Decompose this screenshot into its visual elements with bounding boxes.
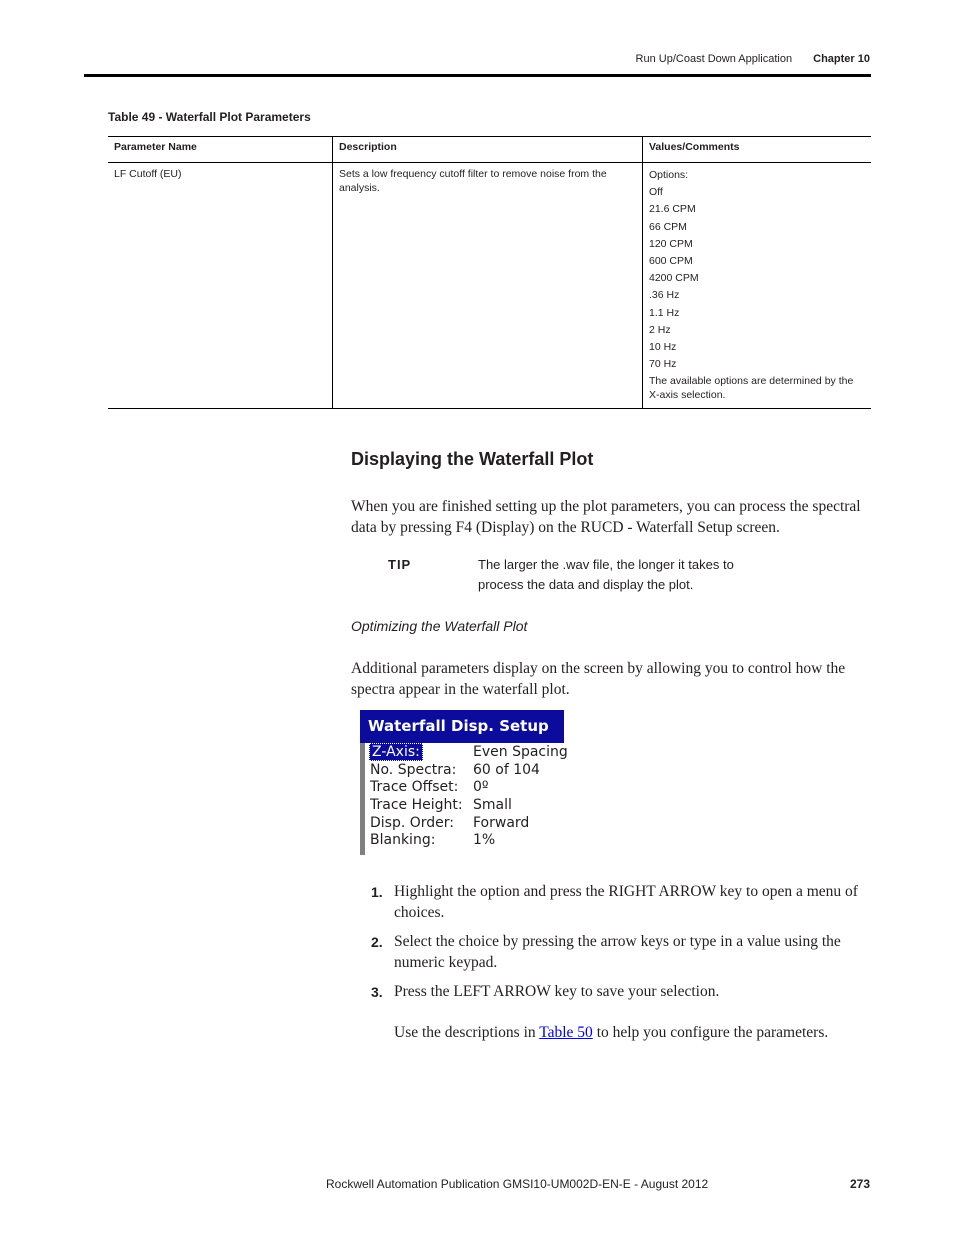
step-text: Select the choice by pressing the arrow keys or type in a value using the numeric keypad.	[394, 933, 841, 971]
parameters-table	[108, 136, 871, 409]
step-text: Highlight the option and press the RIGHT ARROW key to open a menu of choices.	[394, 883, 858, 921]
option-value: 600 CPM	[649, 255, 693, 268]
page-number: 273	[849, 1177, 870, 1191]
closing-paragraph	[394, 1023, 874, 1044]
setting-row	[370, 815, 568, 833]
table-header-row	[108, 137, 871, 163]
column-header: Description	[333, 137, 643, 163]
table-50-link[interactable]: Table 50	[539, 1024, 593, 1041]
publication-info: Rockwell Automation Publication GMSI10-UM002D-EN-E - August 2012	[326, 1177, 709, 1191]
options-note: The available options are determined by the X-axis selection.	[649, 375, 854, 402]
option-value: 1.1 Hz	[649, 306, 680, 319]
setting-row	[370, 832, 568, 850]
closing-text-after: to help you configure the parameters.	[592, 1024, 829, 1041]
setting-value: 0º	[473, 779, 489, 796]
intro-paragraph: When you are finished setting up the plot parameters, you can process the spectral data by pressing F4 (Display) on the RUCD - Waterfall Setup screen.	[351, 498, 861, 536]
column-header: Parameter Name	[108, 137, 333, 163]
section-heading: Displaying the Waterfall Plot	[351, 449, 594, 469]
option-value: 66 CPM	[649, 220, 687, 233]
values-cell	[643, 163, 872, 409]
setting-label: Trace Height:	[370, 797, 463, 814]
screen-settings-list	[370, 744, 568, 850]
setting-value: Even Spacing	[473, 744, 568, 760]
step-item	[351, 932, 871, 973]
step-number: 1.	[371, 884, 383, 900]
setting-value: 60 of 104	[473, 761, 540, 778]
option-value: 10 Hz	[649, 341, 677, 354]
option-value: 70 Hz	[649, 358, 677, 371]
body-paragraph: Additional parameters display on the screen by allowing you to control how the spectra appear in the waterfall plot.	[351, 660, 846, 698]
header-section-title: Run Up/Coast Down Application	[635, 53, 793, 65]
steps-list	[351, 882, 871, 1012]
closing-text-before: Use the descriptions in	[394, 1024, 540, 1041]
option-value: 4200 CPM	[649, 272, 699, 285]
tip-label: TIP	[388, 557, 412, 572]
step-item	[351, 982, 871, 1003]
page-header	[636, 53, 870, 65]
table-caption: Table 49 - Waterfall Plot Parameters	[108, 110, 311, 124]
setting-row	[370, 762, 568, 780]
screen-title-bar: Waterfall Disp. Setup	[360, 710, 564, 743]
setting-row	[370, 779, 568, 797]
setting-row	[370, 797, 568, 815]
column-header: Values/Comments	[643, 137, 872, 163]
setting-row	[370, 744, 568, 762]
option-value: 21.6 CPM	[649, 203, 696, 216]
step-number: 3.	[371, 984, 383, 1000]
setting-label-selected: Z-Axis:	[369, 743, 423, 761]
options-label: Options:	[649, 169, 689, 181]
table-row	[108, 163, 871, 409]
setting-value: Forward	[473, 814, 530, 831]
header-rule	[84, 74, 871, 77]
option-value: Off	[649, 186, 663, 199]
parameter-name-cell: LF Cutoff (EU)	[108, 163, 333, 409]
step-item	[351, 882, 871, 923]
option-value: .36 Hz	[649, 289, 680, 302]
option-value: 120 CPM	[649, 237, 693, 250]
setting-label: Trace Offset:	[370, 779, 459, 796]
step-number: 2.	[371, 934, 383, 950]
step-text: Press the LEFT ARROW key to save your selection.	[394, 983, 720, 1000]
waterfall-setup-screenshot	[360, 710, 568, 855]
setting-value: 1%	[473, 832, 496, 849]
subheading: Optimizing the Waterfall Plot	[351, 618, 528, 634]
tip-text: The larger the .wav file, the longer it takes to process the data and display the plot.	[478, 557, 734, 592]
setting-label: No. Spectra:	[370, 761, 457, 778]
setting-label: Blanking:	[370, 832, 436, 849]
option-value: 2 Hz	[649, 323, 671, 336]
setting-value: Small	[473, 797, 512, 814]
header-chapter: Chapter 10	[813, 53, 870, 65]
setting-label: Disp. Order:	[370, 814, 455, 831]
description-cell: Sets a low frequency cutoff filter to remove noise from the analysis.	[333, 163, 643, 409]
